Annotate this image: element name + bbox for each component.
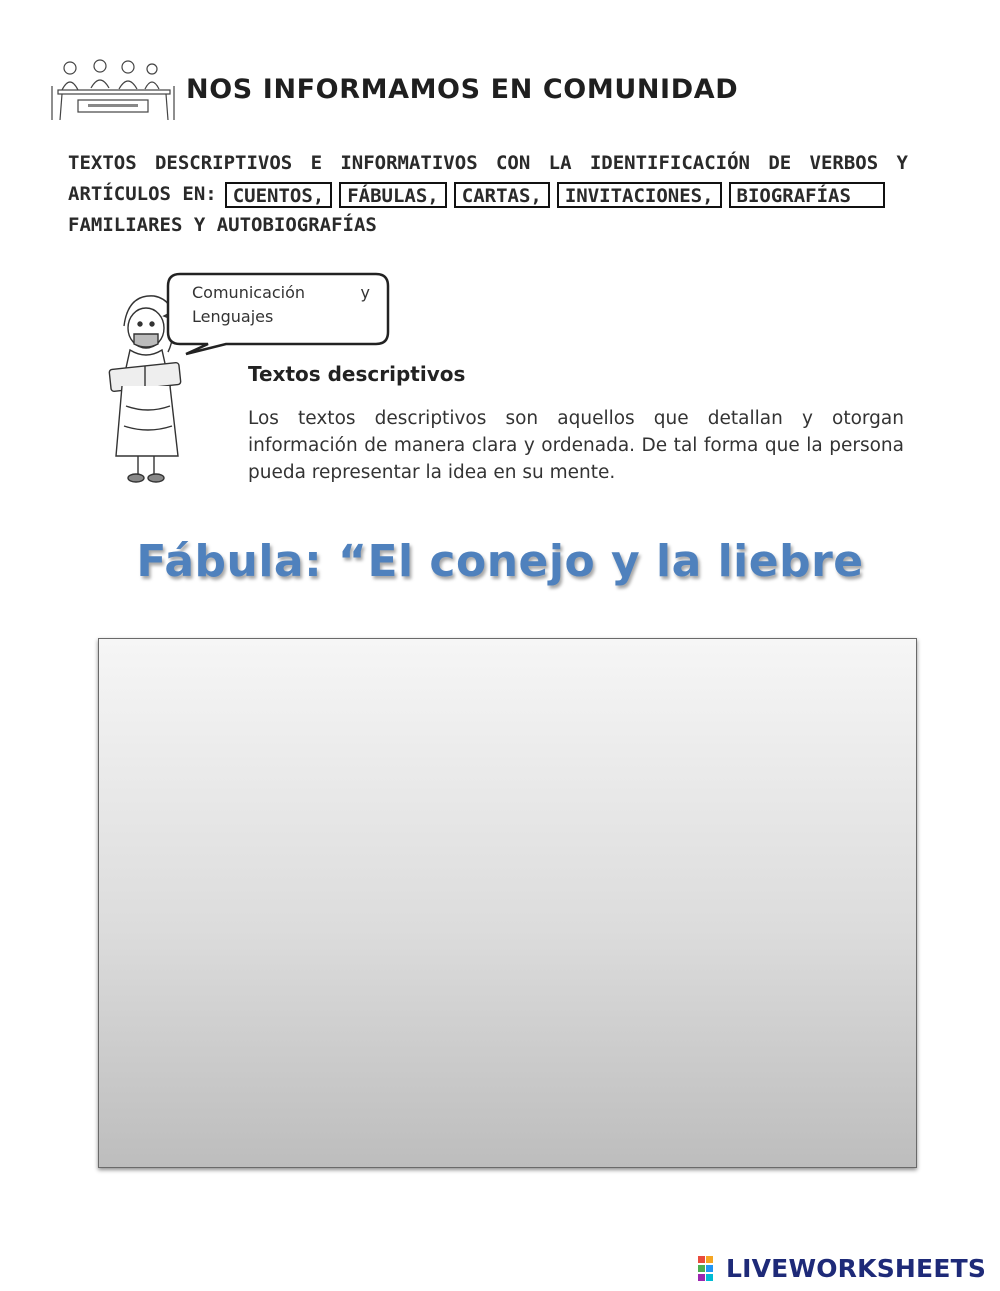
keyword-biografias-box: BIOGRAFÍAS: [729, 182, 885, 208]
intro-word: VERBOS: [809, 152, 879, 174]
intro-word: DESCRIPTIVOS: [154, 152, 293, 174]
intro-word: TEXTOS: [68, 152, 137, 174]
page-title: NOS INFORMAMOS EN COMUNIDAD: [186, 74, 739, 105]
intro-word: Y: [896, 152, 908, 174]
intro-word: E: [310, 152, 323, 174]
community-people-icon: [48, 56, 180, 122]
section-body: Los textos descriptivos son aquellos que detallan y otorgan información de manera clara y ordenada. De tal forma que la persona pueda representar la idea en su mente.: [248, 408, 904, 483]
intro-word: INFORMATIVOS: [340, 152, 478, 174]
intro-lead: ARTÍCULOS EN:: [68, 183, 217, 205]
section-heading: Textos descriptivos: [248, 362, 466, 386]
content-panel[interactable]: [98, 638, 917, 1168]
bubble-line-2: Lenguajes: [192, 307, 274, 326]
bubble-line-1a: Comunicación: [192, 283, 306, 302]
fable-title: Fábula: “El conejo y la liebre: [136, 536, 864, 587]
keyword-cuentos-box: CUENTOS,: [225, 182, 333, 208]
keyword-cartas-box: CARTAS,: [454, 182, 550, 208]
liveworksheets-logo-icon: [698, 1256, 722, 1282]
intro-line-3: [68, 210, 908, 241]
intro-line-3-text: FAMILIARES Y AUTOBIOGRAFÍAS: [68, 214, 377, 236]
header-illustration: [48, 56, 180, 122]
intro-word: DE: [768, 152, 792, 174]
intro-line-1: [68, 148, 908, 179]
keyword-invitaciones-box: INVITACIONES,: [557, 182, 722, 208]
keyword-fabulas-box: FÁBULAS,: [339, 182, 447, 208]
intro-word: CON: [495, 152, 531, 174]
bubble-text: [192, 281, 370, 329]
intro-line-2: [68, 179, 908, 210]
intro-word: IDENTIFICACIÓN: [589, 152, 750, 174]
intro-text: [68, 148, 908, 241]
intro-word: LA: [548, 152, 572, 174]
brand-footer: [698, 1254, 986, 1283]
bubble-line-1b: y: [360, 283, 370, 302]
brand-name: LIVEWORKSHEETS: [726, 1254, 987, 1283]
